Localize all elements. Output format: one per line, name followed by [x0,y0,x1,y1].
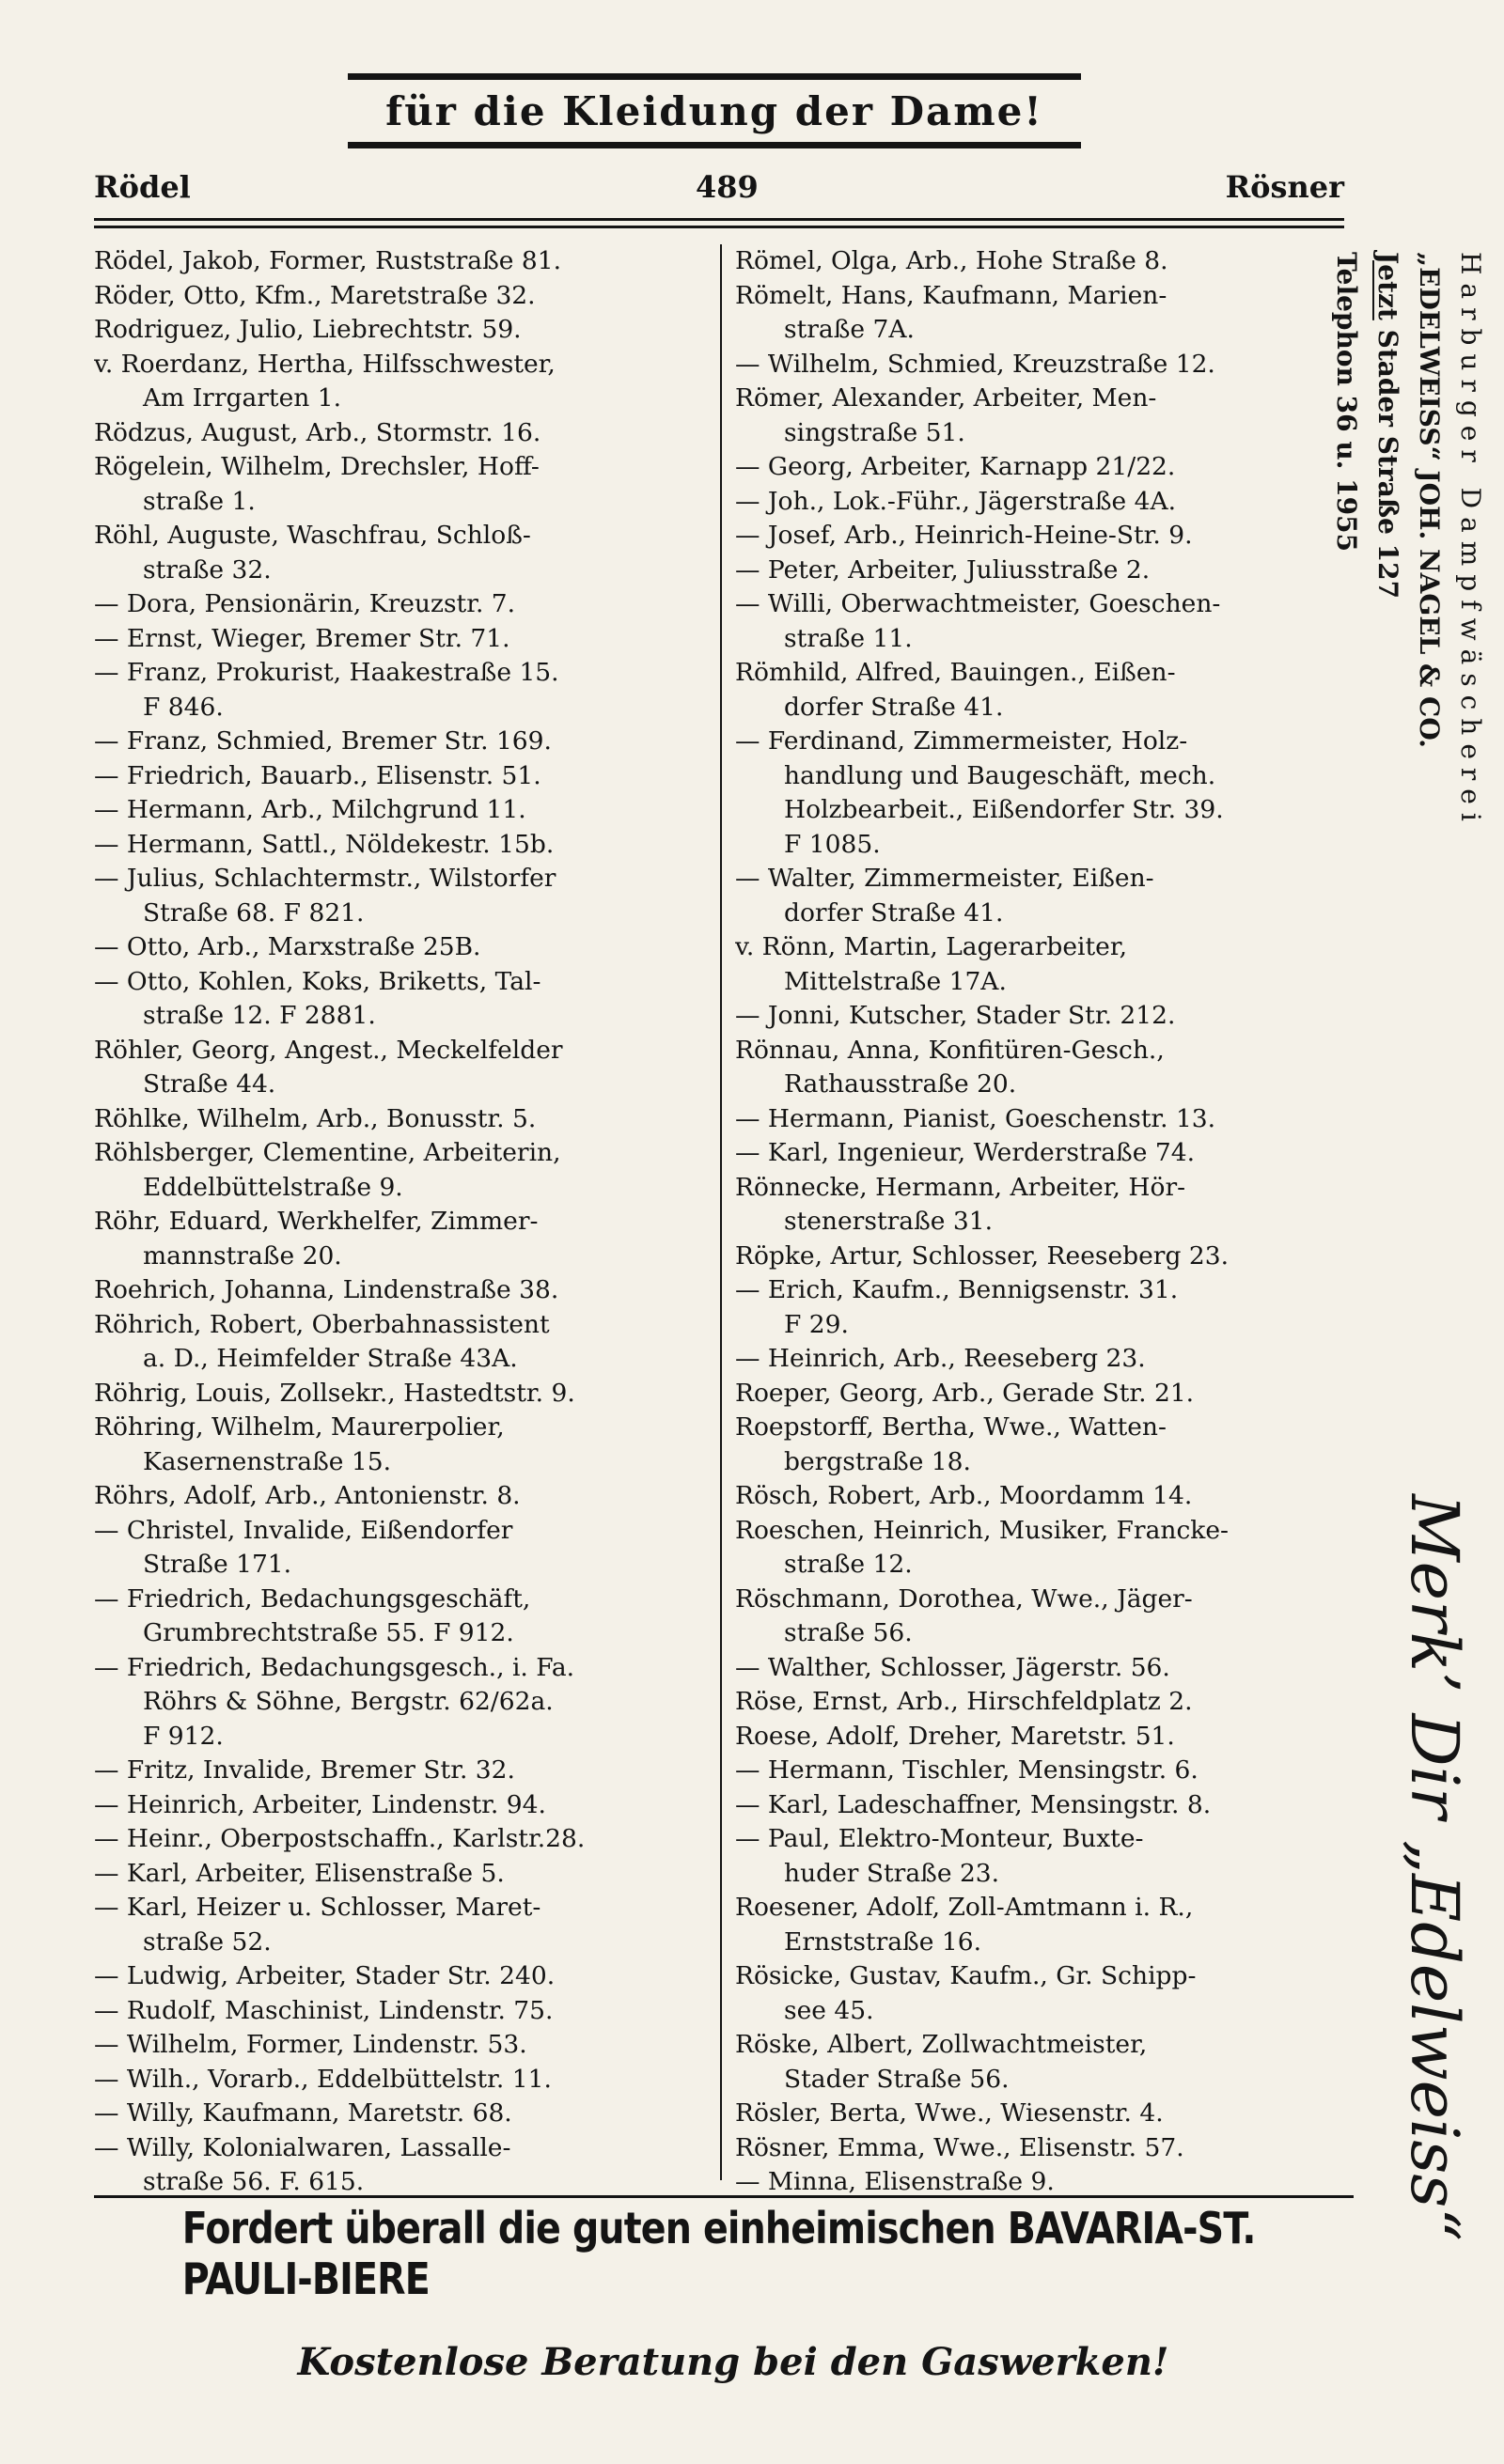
directory-entry [735,2131,1348,2166]
directory-entry [94,2028,707,2063]
directory-entry [735,1685,1348,1720]
directory-entry [94,1857,707,1892]
entry-line: Röhrig, Louis, Zollsekr., Hastedtstr. 9. [94,1378,575,1408]
entry-line: Rodriguez, Julio, Liebrechtstr. 59. [94,315,522,344]
directory-entry [735,554,1348,588]
entry-line: Röse, Ernst, Arb., Hirschfeldplatz 2. [735,1687,1193,1716]
directory-entry [735,1891,1348,1959]
directory-entry [735,279,1348,348]
entry-line: — Jonni, Kutscher, Stader Str. 212. [735,1001,1176,1030]
directory-entry [735,1788,1348,1823]
entry-continuation-line: Ernststraße 16. [784,1926,981,1957]
entry-line: — Joh., Lok.-Führ., Jägerstraße 4A. [735,486,1177,516]
directory-entry [735,587,1348,656]
entry-line: — Ferdinand, Zimmermeister, Holz- [735,726,1188,756]
directory-entry [94,348,707,416]
directory-entry [94,244,707,279]
entry-line: — Karl, Arbeiter, Elisenstraße 5. [94,1858,505,1888]
page-number: 489 [696,169,759,205]
directory-entry [735,1479,1348,1514]
directory-entry [735,348,1348,382]
running-head-first-name: Rödel [94,169,191,205]
directory-entry [94,313,707,348]
entry-continuation-line: Röhrs & Söhne, Bergstr. 62/62a. [143,1687,554,1716]
entry-line: Roeschen, Heinrich, Musiker, Francke- [735,1515,1230,1545]
entry-line: Rösner, Emma, Wwe., Elisenstr. 57. [735,2132,1184,2162]
entry-line: — Peter, Arbeiter, Juliusstraße 2. [735,554,1151,585]
directory-entry [94,450,707,519]
entry-continuation-line: Straße 171. [143,1550,292,1579]
column-divider [720,244,722,2180]
entry-line: Römhild, Alfred, Bauingen., Eißen- [735,658,1176,687]
side-ad-street: Stader Straße 127 [1372,329,1403,600]
entry-continuation-line: Rathausstraße 20. [784,1069,1017,1099]
entry-line: — Julius, Schlachtermstr., Wilstorfer [94,864,556,893]
entry-continuation-line: dorfer Straße 41. [784,692,1004,722]
entry-line: Rönnecke, Hermann, Arbeiter, Hör- [735,1172,1186,1202]
directory-entry [94,279,707,314]
directory-entry [94,725,707,759]
directory-entry [94,1891,707,1959]
directory-entry [735,1377,1348,1411]
directory-entry [94,2063,707,2098]
entry-line: — Karl, Ingenieur, Werderstraße 74. [735,1138,1195,1167]
entry-line: — Franz, Prokurist, Haakestraße 15. [94,658,559,687]
entry-line: Rösicke, Gustav, Kaufm., Gr. Schipp- [735,1961,1197,1990]
directory-entry [735,1171,1348,1240]
head-rule-top [94,218,1344,221]
entry-line: — Friedrich, Bauarb., Elisenstr. 51. [94,760,541,790]
entry-line: — Ernst, Wieger, Bremer Str. 71. [94,623,510,653]
directory-entry [735,1651,1348,1686]
entry-continuation-line: Eddelbüttelstraße 9. [143,1172,403,1202]
directory-entry [94,1514,707,1583]
entry-continuation-line: straße 12. [784,1550,913,1579]
entry-line: Roesener, Adolf, Zoll-Amtmann i. R., [735,1893,1194,1922]
entry-continuation-line: Straße 68. F 821. [143,897,365,928]
entry-line: — Rudolf, Maschinist, Lindenstr. 75. [94,1995,554,2025]
entry-line: — Willy, Kolonialwaren, Lassalle- [94,2132,511,2162]
entry-continuation-line: straße 7A. [784,315,915,344]
entry-line: Römel, Olga, Arb., Hohe Straße 8. [735,246,1168,275]
right-column [735,244,1348,2196]
entry-line: Röhler, Georg, Angest., Meckelfelder [94,1035,563,1065]
entry-continuation-line: a. D., Heimfelder Straße 43A. [143,1344,518,1373]
entry-line: — Walter, Zimmermeister, Eißen- [735,864,1154,893]
side-ad-jetzt: Jetzt [1372,252,1403,320]
entry-continuation-line: F 912. [143,1721,224,1751]
running-head [94,169,1344,211]
directory-entry [735,2028,1348,2097]
entry-line: Rönnau, Anna, Konfitüren-Gesch., [735,1035,1165,1065]
directory-entry [94,965,707,1034]
directory-entry [735,2097,1348,2131]
entry-line: — Minna, Elisenstraße 9. [735,2167,1055,2196]
directory-entry [94,1651,707,1754]
entry-line: — Otto, Kohlen, Koks, Briketts, Tal- [94,966,541,996]
entry-continuation-line: handlung und Baugeschäft, mech. [784,760,1216,790]
entry-line: — Hermann, Sattl., Nöldekestr. 15b. [94,829,555,859]
directory-entry [735,1514,1348,1583]
directory-entry [94,1754,707,1788]
entry-line: — Dora, Pensionärin, Kreuzstr. 7. [94,589,516,618]
entry-line: — Friedrich, Bedachungsgesch., i. Fa. [94,1652,575,1682]
entry-continuation-line: mannstraße 20. [143,1240,342,1271]
entry-continuation-line: Straße 44. [143,1069,276,1099]
entry-line: — Heinrich, Arb., Reeseberg 23. [735,1344,1146,1373]
entry-continuation-line: F 846. [143,692,224,722]
directory-entry [94,1479,707,1514]
entry-line: — Ludwig, Arbeiter, Stader Str. 240. [94,1961,556,1990]
entry-line: Röhr, Eduard, Werkhelfer, Zimmer- [94,1207,539,1236]
directory-entry [94,828,707,863]
entry-line: Röpke, Artur, Schlosser, Reeseberg 23. [735,1240,1230,1271]
entry-line: Roeper, Georg, Arb., Gerade Str. 21. [735,1378,1195,1408]
entry-line: Römer, Alexander, Arbeiter, Men- [735,383,1157,413]
entry-continuation-line: singstraße 51. [784,417,965,447]
entry-line: v. Rönn, Martin, Lagerarbeiter, [735,932,1128,961]
directory-entry [94,519,707,587]
entry-line: Röske, Albert, Zollwachtmeister, [735,2030,1148,2059]
directory-entry [94,1788,707,1823]
directory-entry [735,999,1348,1034]
entry-continuation-line: straße 52. [143,1926,272,1957]
directory-entry [94,2131,707,2200]
entry-line: Rösch, Robert, Arb., Moordamm 14. [735,1481,1193,1510]
directory-entry [94,759,707,794]
directory-entry [94,1102,707,1137]
entry-line: Röhrs, Adolf, Arb., Antonienstr. 8. [94,1481,521,1510]
directory-entry [94,1205,707,1273]
entry-continuation-line: bergstraße 18. [784,1446,971,1476]
entry-line: Röhlsberger, Clementine, Arbeiterin, [94,1138,561,1167]
entry-line: — Heinrich, Arbeiter, Lindenstr. 94. [94,1789,546,1819]
directory-entry [94,416,707,451]
entry-continuation-line: straße 32. [143,554,272,585]
directory-entry [735,1034,1348,1102]
entry-continuation-line: Kasernenstraße 15. [143,1446,392,1476]
entry-line: — Hermann, Pianist, Goeschenstr. 13. [735,1103,1216,1133]
directory-entry [94,1959,707,1994]
entry-continuation-line: see 45. [784,1995,874,2025]
entry-line: — Wilhelm, Schmied, Kreuzstraße 12. [735,349,1215,379]
directory-entry [94,930,707,965]
top-banner: für die Kleidung der Dame! [348,73,1081,148]
directory-entry [735,450,1348,485]
entry-line: Röhring, Wilhelm, Maurerpolier, [94,1412,505,1442]
directory-entry [735,485,1348,520]
entry-continuation-line: straße 1. [143,486,256,516]
entry-line: Rögelein, Wilhelm, Drechsler, Hoff- [94,452,540,481]
entry-line: Röhlke, Wilhelm, Arb., Bonusstr. 5. [94,1103,537,1133]
directory-entry [735,930,1348,999]
entry-line: — Otto, Arb., Marxstraße 25B. [94,932,481,961]
entry-line: Röhrich, Robert, Oberbahnassistent [94,1309,550,1339]
directory-entry [735,1273,1348,1342]
directory-entry [735,656,1348,725]
side-ad-phone: Telephon 36 u. 1955 [1331,252,1362,553]
entry-line: — Josef, Arb., Heinrich-Heine-Str. 9. [735,521,1193,550]
entry-continuation-line: huder Straße 23. [784,1858,1000,1888]
entry-continuation-line: F 1085. [784,829,881,859]
left-column [94,244,707,2196]
directory-entry [94,1377,707,1411]
directory-entry [94,2097,707,2131]
side-ad-brand: „EDELWEISS“ JOH. NAGEL & CO. [1414,252,1445,748]
directory-entry [735,1822,1348,1891]
entry-line: — Franz, Schmied, Bremer Str. 169. [94,726,552,756]
directory-entry [94,793,707,828]
entry-continuation-line: dorfer Straße 41. [784,897,1004,928]
directory-entry [735,1411,1348,1479]
entry-line: — Erich, Kaufm., Bennigsenstr. 31. [735,1275,1179,1304]
entry-continuation-line: straße 12. F 2881. [143,1001,376,1030]
directory-entry [735,1240,1348,1274]
directory-entry [94,656,707,725]
side-slogan: Merk’ Dir „Edelweiss“ [1396,1494,1473,2242]
entry-continuation-line: Holzbearbeit., Eißendorfer Str. 39. [784,795,1224,824]
entry-continuation-line: straße 56. F. 615. [143,2167,365,2196]
entry-continuation-line: straße 56. [784,1618,913,1647]
directory-entry [735,1959,1348,2028]
entry-line: Roese, Adolf, Dreher, Maretstr. 51. [735,1721,1175,1751]
directory-entry [94,1994,707,2029]
entry-line: Röschmann, Dorothea, Wwe., Jäger- [735,1583,1193,1614]
entry-line: — Willy, Kaufmann, Maretstr. 68. [94,2098,512,2128]
entry-line: Rösler, Berta, Wwe., Wiesenstr. 4. [735,2098,1164,2128]
directory-entry [94,1583,707,1651]
directory-entry [94,1136,707,1205]
entry-line: Rödel, Jakob, Former, Ruststraße 81. [94,246,562,275]
entry-line: — Hermann, Arb., Milchgrund 11. [94,795,526,824]
entry-line: v. Roerdanz, Hertha, Hilfsschwester, [94,349,556,379]
entry-continuation-line: Mittelstraße 17A. [784,966,1007,996]
entry-line: — Christel, Invalide, Eißendorfer [94,1515,513,1545]
directory-entry [94,622,707,657]
directory-entry [735,1754,1348,1788]
side-ad-company: Harburger Dampfwäscherei [1455,252,1486,830]
directory-entry [735,1342,1348,1377]
directory-entry [94,1034,707,1102]
directory-entry [735,382,1348,450]
entry-line: — Wilh., Vorarb., Eddelbüttelstr. 11. [94,2064,552,2094]
entry-line: — Friedrich, Bedachungsgeschäft, [94,1583,531,1614]
entry-line: — Georg, Arbeiter, Karnapp 21/22. [735,452,1176,481]
entry-line: Röder, Otto, Kfm., Maretstraße 32. [94,280,536,310]
entry-line: — Heinr., Oberpostschaffn., Karlstr.28. [94,1824,586,1853]
running-head-last-name: Rösner [1225,169,1344,205]
bottom-note: Kostenlose Beratung bei den Gaswerken! [297,2339,1169,2384]
entry-line: — Karl, Ladeschaffner, Mensingstr. 8. [735,1789,1212,1819]
directory-entry [735,519,1348,554]
entry-line: Roepstorff, Bertha, Wwe., Watten- [735,1412,1167,1442]
bottom-advertisement: Fordert überall die guten einheimischen BAVARIA-ST. PAULI-BIERE [181,2203,1256,2304]
entry-continuation-line: F 29. [784,1309,849,1339]
entry-line: — Willi, Oberwachtmeister, Goeschen- [735,589,1221,618]
entry-line: Roehrich, Johanna, Lindenstraße 38. [94,1275,559,1304]
entry-line: — Fritz, Invalide, Bremer Str. 32. [94,1755,515,1785]
directory-entry [94,1822,707,1857]
directory-entry [94,862,707,930]
directory-entry [94,1273,707,1308]
directory-entry [735,725,1348,862]
directory-entry [735,862,1348,930]
entry-line: Röhl, Auguste, Waschfrau, Schloß- [94,521,531,550]
directory-entry [94,1308,707,1377]
entry-line: — Paul, Elektro-Monteur, Buxte- [735,1824,1144,1853]
directory-entry [735,1720,1348,1754]
entry-line: — Walther, Schlosser, Jägerstr. 56. [735,1652,1170,1682]
entry-line: — Karl, Heizer u. Schlosser, Maret- [94,1893,541,1922]
directory-entry [735,1136,1348,1171]
entry-line: — Hermann, Tischler, Mensingstr. 6. [735,1755,1198,1785]
entry-line: Römelt, Hans, Kaufmann, Marien- [735,280,1167,310]
entry-continuation-line: straße 11. [784,623,913,653]
bottom-ad-rule [94,2195,1354,2198]
entry-continuation-line: Grumbrechtstraße 55. F 912. [143,1618,514,1647]
directory-entry [735,1583,1348,1651]
directory-entry [735,1102,1348,1137]
entry-continuation-line: Am Irrgarten 1. [143,383,342,413]
directory-entry [735,244,1348,279]
entry-line: Rödzus, August, Arb., Stormstr. 16. [94,417,541,447]
directory-entry [94,1411,707,1479]
entry-continuation-line: stenerstraße 31. [784,1207,994,1236]
entry-continuation-line: Stader Straße 56. [784,2064,1010,2094]
entry-line: — Wilhelm, Former, Lindenstr. 53. [94,2030,527,2059]
head-rule-bottom [94,226,1344,228]
directory-entry [94,587,707,622]
